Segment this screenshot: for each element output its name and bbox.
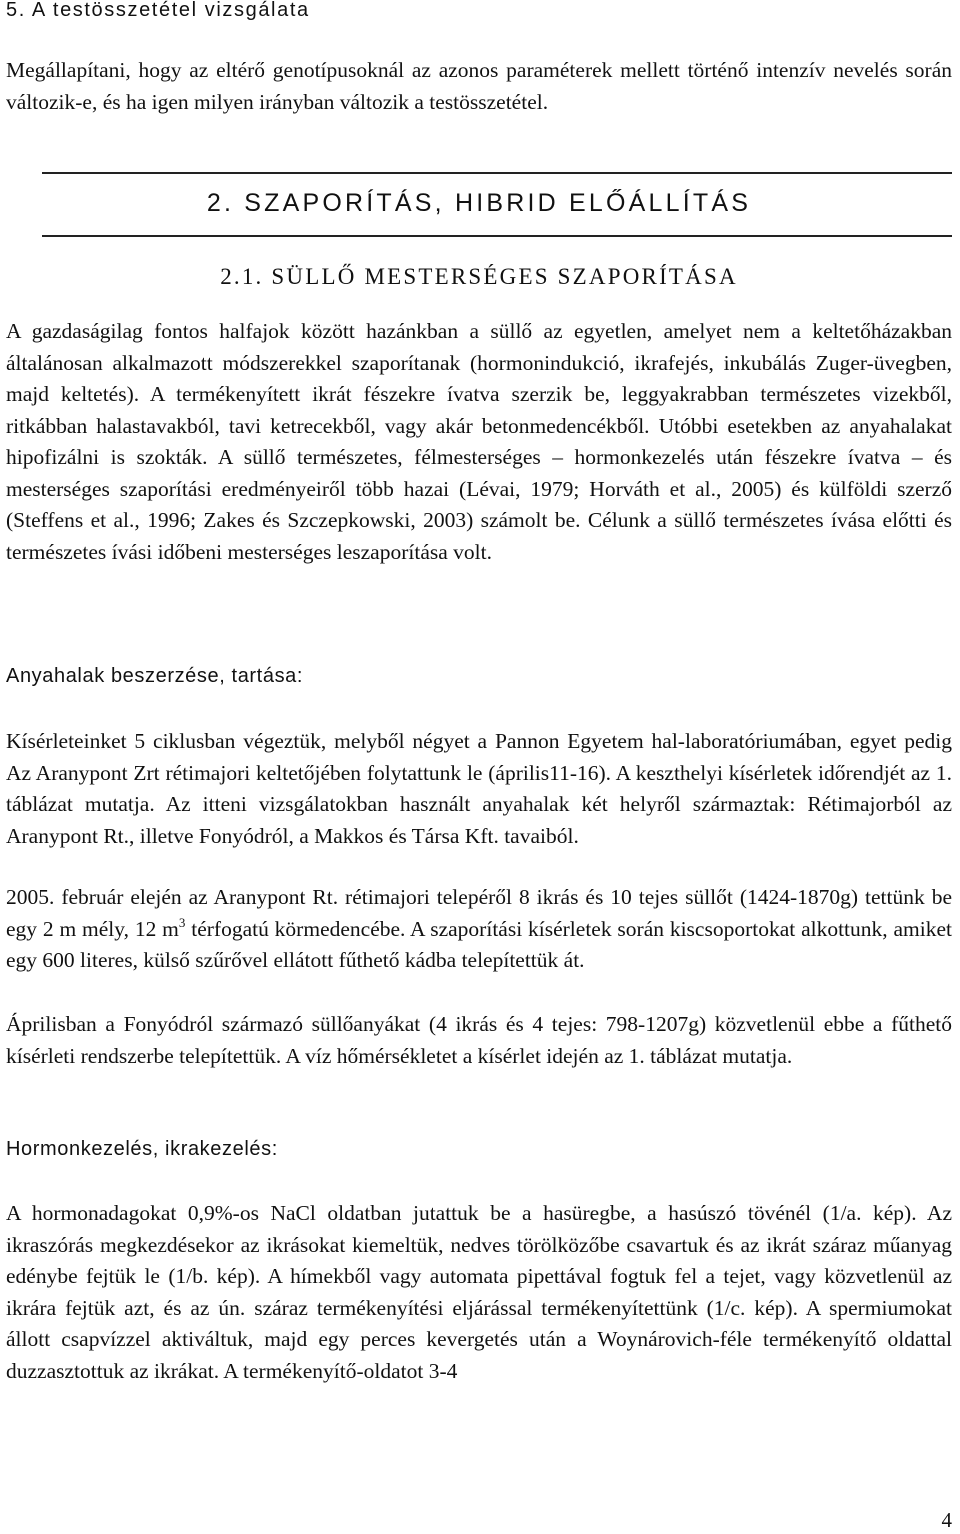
chapter-bottom-rule (42, 235, 952, 237)
broodstock-paragraph-2 (6, 882, 952, 977)
hormone-heading: Hormonkezelés, ikrakezelés: (6, 1138, 278, 1160)
section-2-1-title: 2.1. SÜLLŐ MESTERSÉGES SZAPORÍTÁSA (220, 264, 738, 289)
broodstock-p2-text-b: térfogatú körmedencébe. A szaporítási kísérletek során kiscsoportokat alkottunk, amiket egy 600 literes, külső szűrővel ellátott fűthető kádba telepítettük át. (6, 916, 952, 972)
hormone-paragraph-1: A hormonadagokat 0,9%-os NaCl oldatban jutattuk be a hasüregbe, a hasúszó tövénél (1/a. kép). Az ikraszórás megkezdésekor az ikrásokat kiemeltük, nedves törölközőbe csavartuk és az ikrát száraz műanyag edénybe fejtük le (1/b. kép). A hímekből vagy automata pipettával fogtuk fel a tejet, vagy közvetlenül az ikrára fejtük azt, és az ún. száraz termékenyítési eljárással termékenyítettünk (1/c. kép). A spermiumokat állott csapvízzel aktiváltuk, majd egy perces kevergetés után a Woynárovich-féle termékenyítő oldattal duzzasztottuk az ikrákat. A termékenyítő-oldatot 3-4 (6, 1201, 952, 1383)
section-5-heading: 5. A testösszetétel vizsgálata (6, 0, 310, 21)
section-5-text: Megállapítani, hogy az eltérő genotípusoknál az azonos paraméterek mellett történő intenzív nevelés során változik-e, és ha igen milyen irányban változik a testösszetétel. (6, 58, 952, 114)
chapter-title: 2. SZAPORÍTÁS, HIBRID ELŐÁLLÍTÁS (206, 189, 752, 217)
chapter-top-rule (42, 172, 952, 174)
page-number: 4 (941, 1508, 952, 1532)
broodstock-p2-text-a: 2005. február elején az Aranypont Rt. rétimajori telepéről 8 ikrás és 10 tejes süllőt (1424-1870g) tettünk be egy 2 m mély, 12 m (6, 885, 952, 941)
section-2-1-intro: A gazdaságilag fontos halfajok között hazánkban a süllő az egyetlen, amelyet nem a keltetőházakban általánosan alkalmazott módszerekkel szaporítanak (hormonindukció, ikrafejés, inkubálás Zuger-üvegben, majd keltetés). A termékenyített ikrát fészekre ívatva szerzik be, leggyakrabban természetes vizekből, ritkábban halastavakból, tavi ketrecekből, vagy akár betonmedencékből. Utóbbi esetekben az anyahalakat hipofizálni is szokták. A süllő természetes, félmesterséges – hormonkezelés után fészekre ívatva – és mesterséges szaporítási eredményeiről több hazai (Lévai, 1979; Horváth et al., 2005) és külföldi szerző (Steffens et al., 1996; Zakes és Szczepkowski, 2003) számolt be. Célunk a süllő természetes ívása előtti és természetes ívási időbeni mesterséges leszaporítása volt. (6, 319, 952, 564)
superscript-3: 3 (178, 914, 186, 930)
broodstock-paragraph-3: Áprilisban a Fonyódról származó süllőanyákat (4 ikrás és 4 tejes: 798-1207g) közvetlenül ebbe a fűthető kísérleti rendszerbe telepítettük. A víz hőmérsékletet a kísérlet idején az 1. táblázat mutatja. (6, 1012, 952, 1068)
broodstock-paragraph-1: Kísérleteinket 5 ciklusban végeztük, melyből négyet a Pannon Egyetem hal-laboratóriumában, egyet pedig Az Aranypont Zrt rétimajori keltetőjében folytattunk le (április11-16). A keszthelyi kísérletek időrendjét az 1. táblázat mutatja. Az itteni vizsgálatokban használt anyahalak két helyről származtak: Rétimajorból az Aranypont Rt., illetve Fonyódról, a Makkos és Társa Kft. tavaiból. (6, 729, 952, 848)
broodstock-heading: Anyahalak beszerzése, tartása: (6, 665, 304, 687)
